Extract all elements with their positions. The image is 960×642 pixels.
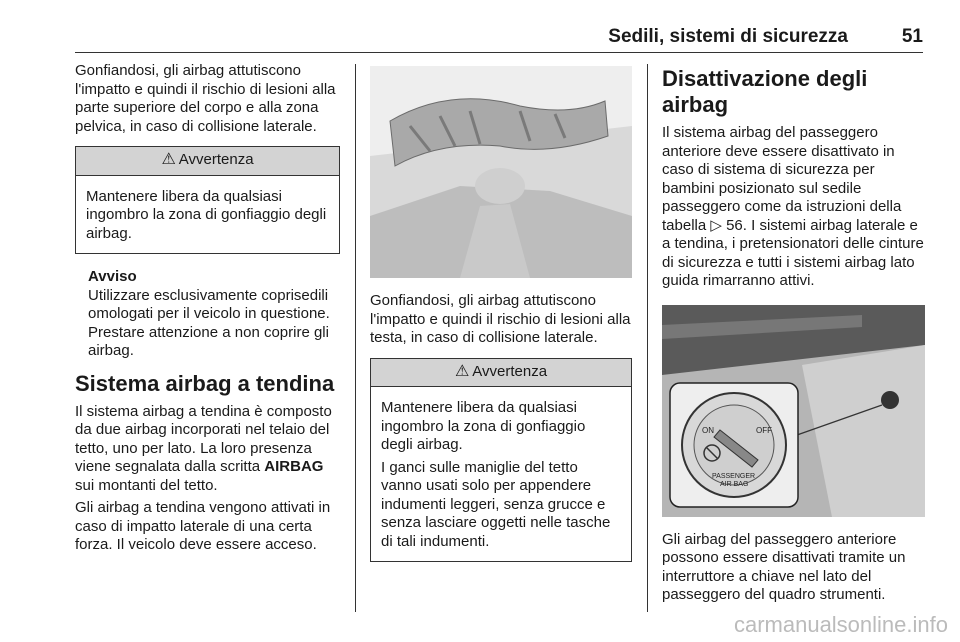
page-number: 51 xyxy=(901,26,923,47)
header-title: Sedili, sistemi di sicurezza xyxy=(608,26,848,47)
switch-on-label: ON xyxy=(702,425,714,435)
notice-block xyxy=(75,268,340,361)
switch-passenger-label: PASSENGER xyxy=(712,472,756,480)
section-title-airbag-deactivation: Disattivazione degli airbag xyxy=(662,66,868,117)
switch-off-label: OFF xyxy=(756,425,772,435)
notice-title: Avviso xyxy=(88,268,137,285)
airbag-switch-photo xyxy=(662,305,925,517)
curtain-paragraph-1: Il sistema airbag a tendina è composto da due airbag incorporati nel telaio del tetto, uno per lato. La loro presenza viene segnalata dalla scritta AIRBAG sui montanti del tetto. xyxy=(75,402,332,494)
column-divider-2 xyxy=(647,64,648,612)
deactivation-paragraph: Il sistema airbag del passeggero anteriore deve essere disattivato in caso di sistema di sicurezza per bambini posizionato sul sedile passeggero come da istruzioni della tabella ▷ 56. I sistemi airbag laterale e a tendina, i pretensionatori delle cinture di sicurezza e tutti i sistemi airbag lato guida rimarranno attivi. xyxy=(662,124,924,289)
header-rule xyxy=(75,52,923,53)
warning-box xyxy=(75,146,340,254)
column-1 xyxy=(75,62,340,555)
column-2 xyxy=(370,62,632,562)
warning-header xyxy=(76,147,339,176)
warning-text: Mantenere libera da qualsiasi ingombro la zona di gonfiaggio degli airbag. xyxy=(86,187,327,242)
warning-header-2 xyxy=(371,359,631,388)
warning-title-2: Avvertenza xyxy=(472,362,548,380)
warning-text-2a: Mantenere libera da qualsiasi ingombro la zona di gonfiaggio degli airbag. xyxy=(381,399,586,453)
column-divider-1 xyxy=(355,64,356,612)
watermark: carmanualsonline.info xyxy=(733,612,948,637)
airbag-label: AIRBAG xyxy=(264,458,324,475)
warning-triangle-icon: ⚠ xyxy=(161,151,176,168)
warning-text-2b: I ganci sulle maniglie del tetto vanno usati solo per appendere indumenti leggeri, senza grucce e senza lasciare oggetti nelle tasche di tali indumenti. xyxy=(381,458,611,550)
switch-photo-caption: Gli airbag del passeggero anteriore possono essere disattivati tramite un interruttore a chiave nel lato del passeggero del quadro strumenti. xyxy=(662,530,906,603)
curtain-airbag-photo xyxy=(370,66,632,278)
curtain-paragraph-2: Gli airbag a tendina vengono attivati in caso di impatto laterale di una certa forza. Il veicolo deve essere acceso. xyxy=(75,499,331,553)
notice-text: Utilizzare esclusivamente coprisedili omologati per il veicolo in questione. Prestare attenzione a non coprire gli airbag. xyxy=(88,286,330,359)
warning-box-2 xyxy=(370,358,632,563)
warning-triangle-icon: ⚠ xyxy=(454,362,470,380)
intro-paragraph: Gonfiandosi, gli airbag attutiscono l'impatto e quindi il rischio di lesioni alla parte superiore del corpo e alla zona pelvica, in caso di collisione laterale. xyxy=(75,62,336,135)
switch-airbag-label: AIR BAG xyxy=(720,480,749,488)
column-3 xyxy=(662,62,925,605)
reference-arrow-icon: ▷ xyxy=(710,216,722,234)
section-title-curtain-airbag: Sistema airbag a tendina xyxy=(75,370,335,396)
curtain-photo-caption: Gonfiandosi, gli airbag attutiscono l'impatto e quindi il rischio di lesioni alla testa, in caso di collisione laterale. xyxy=(370,292,631,346)
warning-title: Avvertenza xyxy=(178,151,254,168)
